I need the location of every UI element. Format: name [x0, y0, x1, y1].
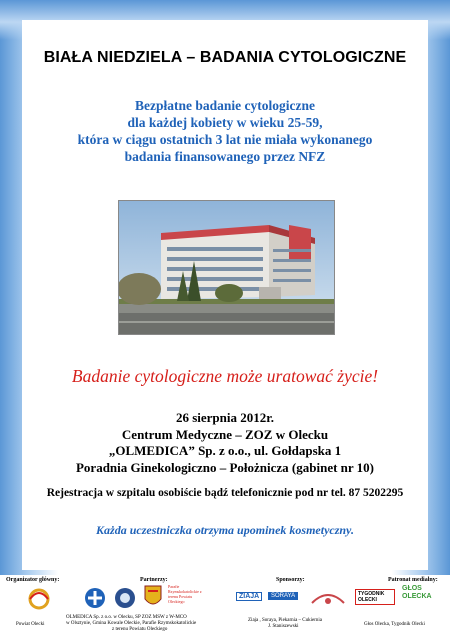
organizer-caption: Powiat Olecki: [16, 622, 45, 627]
olmedica-logo: [84, 587, 106, 609]
event-date: 26 sierpnia 2012r.: [175, 410, 275, 425]
media-caption: Głos Olecka, Tygodnik Olecki: [364, 622, 425, 627]
gift-info: Każda uczestniczka otrzyma upominek kosmetyczny.: [96, 523, 354, 537]
slogan: Badanie cytologiczne może uratować życie!: [71, 366, 379, 386]
registration-info: Rejestracja w szpitalu osobiście bądź telefonicznie pod nr tel. 87 5202295: [46, 487, 404, 499]
poster-title: BIAŁA NIEDZIELA – BADANIA CYTOLOGICZNE: [43, 49, 407, 66]
sponsors-strip: [0, 575, 450, 638]
sponsors-caption-1: Ziaja , Soraya, Piekarnia – Cukiernia: [248, 618, 323, 623]
intro-line: dla każdej kobiety w wieku 25-59,: [127, 115, 323, 130]
partners-caption-2: w Olsztynie, Gmina Kowale Oleckie, Parafie Rzymskokatolickie: [66, 621, 197, 626]
sponsors-caption-2: J. Staniszewski: [268, 624, 299, 629]
event-venue: Centrum Medyczne – ZOZ w Olecku: [121, 426, 329, 442]
glos-olecka-logo: [402, 585, 432, 601]
partners-caption-1: OLMEDICA Sp. z o.o. w Olecku, SP ZOZ MSW z W-MCO: [66, 615, 187, 620]
intro-text: [22, 97, 428, 165]
event-details: [22, 410, 428, 476]
intro-line: badania finansowanego przez NFZ: [124, 149, 326, 164]
hospital-photo: [118, 200, 335, 335]
intro-line: Bezpłatne badanie cytologiczne: [135, 98, 315, 113]
piekarnia-logo: [310, 587, 346, 609]
event-clinic: Poradnia Ginekologiczno – Położnicza (gabinet nr 10): [75, 459, 375, 475]
sp-zoz-msw-logo: [114, 587, 136, 609]
glos-logo-line: GŁOS: [402, 585, 422, 592]
soraya-logo: SORAYA: [268, 592, 298, 600]
ziaja-logo: ZIAJA: [236, 592, 262, 601]
event-address: „OLMEDICA” Sp. z o.o., ul. Gołdapska 1: [108, 443, 342, 458]
organizer-heading: Organizator główny:: [6, 577, 60, 583]
powiat-olecki-logo: [22, 587, 56, 611]
olecka-logo-line: OLECKA: [402, 593, 432, 600]
hospital-building-image: [119, 201, 334, 334]
tygodnik-olecki-logo: TYGODNIK OLECKI: [355, 589, 395, 605]
partners-heading: Partnerzy:: [140, 577, 168, 583]
gmina-kowale-crest-icon: [144, 585, 162, 609]
partners-caption-3: z terenu Powiatu Oleckiego: [112, 627, 168, 632]
media-heading: Patronat medialny:: [388, 577, 438, 583]
poster: [22, 20, 428, 570]
sponsors-heading: Sponsorzy:: [276, 577, 305, 583]
parish-logo-text: Parafie Rzymskokatolickie z terenu Powiatu Oleckiego: [168, 584, 202, 604]
intro-line: która w ciągu ostatnich 3 lat nie miała wykonanego: [77, 132, 373, 147]
